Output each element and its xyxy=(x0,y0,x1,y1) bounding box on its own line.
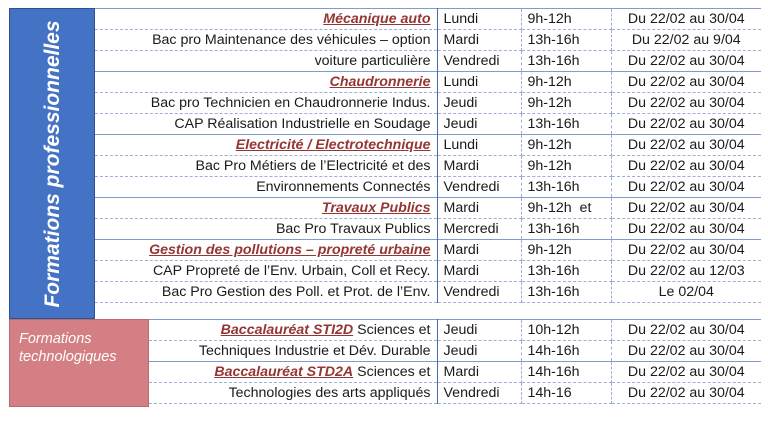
formation-cell: Environnements Connectés xyxy=(95,177,437,198)
formation-title: Chaudronnerie xyxy=(329,74,431,90)
formation-cell: Bac pro Maintenance des véhicules – option xyxy=(95,30,437,51)
hours-cell: 9h-12h xyxy=(521,240,611,261)
hours-cell: 10h-12h xyxy=(521,320,611,341)
period-cell: Du 22/02 au 30/04 xyxy=(611,362,761,383)
formation-cell xyxy=(149,320,437,341)
formation-cell xyxy=(95,240,437,261)
section-technological xyxy=(9,319,149,407)
hours-cell: 13h-16h xyxy=(521,261,611,282)
day-cell: Jeudi xyxy=(437,93,521,114)
day-cell: Vendredi xyxy=(437,177,521,198)
table-row xyxy=(95,177,761,198)
formation-text: Sciences et xyxy=(357,364,431,380)
table-row xyxy=(95,219,761,240)
formation-cell: Technologies des arts appliqués xyxy=(149,383,437,404)
table-row xyxy=(95,156,761,177)
period-cell: Du 22/02 au 30/04 xyxy=(611,383,761,404)
day-cell: Mardi xyxy=(437,261,521,282)
table-row xyxy=(95,9,761,30)
day-cell: Lundi xyxy=(437,135,521,156)
formation-cell xyxy=(95,135,437,156)
period-cell: Du 22/02 au 9/04 xyxy=(611,30,761,51)
hours-cell: 13h-16h xyxy=(521,282,611,303)
hours-cell: 9h-12h xyxy=(521,93,611,114)
hours-cell: 13h-16h xyxy=(521,30,611,51)
hours-cell: 13h-16h xyxy=(521,51,611,72)
table-row xyxy=(95,135,761,156)
table-row xyxy=(95,198,761,219)
formation-title: Electricité / Electrotechnique xyxy=(235,137,431,153)
day-cell: Vendredi xyxy=(437,51,521,72)
day-cell: Vendredi xyxy=(437,282,521,303)
period-cell: Du 22/02 au 30/04 xyxy=(611,114,761,135)
formation-cell: Bac Pro Métiers de l’Electricité et des xyxy=(95,156,437,177)
hours-cell: 9h-12h xyxy=(521,72,611,93)
day-cell: Jeudi xyxy=(437,341,521,362)
table-row xyxy=(95,240,761,261)
table-row xyxy=(149,341,761,362)
table-row xyxy=(149,383,761,404)
period-cell: Du 22/02 au 30/04 xyxy=(611,219,761,240)
formation-cell: CAP Propreté de l’Env. Urbain, Coll et Recy. xyxy=(95,261,437,282)
technological-table xyxy=(149,319,761,404)
day-cell: Mardi xyxy=(437,362,521,383)
hours-cell: 9h-12h xyxy=(521,9,611,30)
formation-cell: Techniques Industrie et Dév. Durable xyxy=(149,341,437,362)
formation-cell: voiture particulière xyxy=(95,51,437,72)
day-cell: Jeudi xyxy=(437,320,521,341)
table-row xyxy=(95,30,761,51)
period-cell: Du 22/02 au 30/04 xyxy=(611,135,761,156)
period-cell: Du 22/02 au 30/04 xyxy=(611,198,761,219)
section-professional-label: Formations professionnelles xyxy=(41,20,64,308)
table-row xyxy=(95,261,761,282)
formation-cell: CAP Réalisation Industrielle en Soudage xyxy=(95,114,437,135)
table-row xyxy=(95,72,761,93)
hours-cell: 13h-16h xyxy=(521,114,611,135)
day-cell: Vendredi xyxy=(437,383,521,404)
period-cell: Du 22/02 au 30/04 xyxy=(611,320,761,341)
day-cell: Lundi xyxy=(437,9,521,30)
hours-cell: 9h-12h xyxy=(521,156,611,177)
hours-cell: 9h-12h et xyxy=(521,198,611,219)
professional-table xyxy=(95,8,761,303)
day-cell: Mardi xyxy=(437,30,521,51)
formation-title: Baccalauréat STI2D xyxy=(220,322,354,338)
hours-cell: 13h-16h xyxy=(521,219,611,240)
day-cell: Mardi xyxy=(437,156,521,177)
period-cell: Du 22/02 au 30/04 xyxy=(611,72,761,93)
period-cell: Du 22/02 au 30/04 xyxy=(611,93,761,114)
formation-cell: Bac pro Technicien en Chaudronnerie Indus. xyxy=(95,93,437,114)
formation-text: Sciences et xyxy=(357,322,431,338)
period-cell: Du 22/02 au 30/04 xyxy=(611,177,761,198)
period-cell: Du 22/02 au 30/04 xyxy=(611,156,761,177)
formation-cell xyxy=(149,362,437,383)
day-cell: Mardi xyxy=(437,240,521,261)
hours-cell: 14h-16h xyxy=(521,362,611,383)
period-cell: Du 22/02 au 12/03 xyxy=(611,261,761,282)
formation-title: Mécanique auto xyxy=(323,11,431,27)
table-row xyxy=(149,362,761,383)
period-cell: Du 22/02 au 30/04 xyxy=(611,341,761,362)
period-cell: Du 22/02 au 30/04 xyxy=(611,240,761,261)
formation-cell: Bac Pro Travaux Publics xyxy=(95,219,437,240)
hours-cell: 14h-16h xyxy=(521,341,611,362)
formation-title: Gestion des pollutions – propreté urbaine xyxy=(149,242,431,258)
table-row xyxy=(95,282,761,303)
formation-title: Travaux Publics xyxy=(321,200,431,216)
section-technological-label-2: technologiques xyxy=(19,349,117,365)
hours-cell: 14h-16 xyxy=(521,383,611,404)
formation-cell xyxy=(95,9,437,30)
formation-cell xyxy=(95,198,437,219)
table-row xyxy=(149,320,761,341)
day-cell: Mercredi xyxy=(437,219,521,240)
formation-cell: Bac Pro Gestion des Poll. et Prot. de l’Env. xyxy=(95,282,437,303)
period-cell: Du 22/02 au 30/04 xyxy=(611,51,761,72)
period-cell: Le 02/04 xyxy=(611,282,761,303)
period-cell: Du 22/02 au 30/04 xyxy=(611,9,761,30)
table-row xyxy=(95,51,761,72)
formation-cell xyxy=(95,72,437,93)
table-row xyxy=(95,93,761,114)
day-cell: Jeudi xyxy=(437,114,521,135)
formation-title: Baccalauréat STD2A xyxy=(214,364,354,380)
day-cell: Mardi xyxy=(437,198,521,219)
hours-cell: 13h-16h xyxy=(521,177,611,198)
section-technological-label-1: Formations xyxy=(19,331,92,347)
day-cell: Lundi xyxy=(437,72,521,93)
table-row xyxy=(95,114,761,135)
hours-cell: 9h-12h xyxy=(521,135,611,156)
section-professional xyxy=(9,8,95,319)
